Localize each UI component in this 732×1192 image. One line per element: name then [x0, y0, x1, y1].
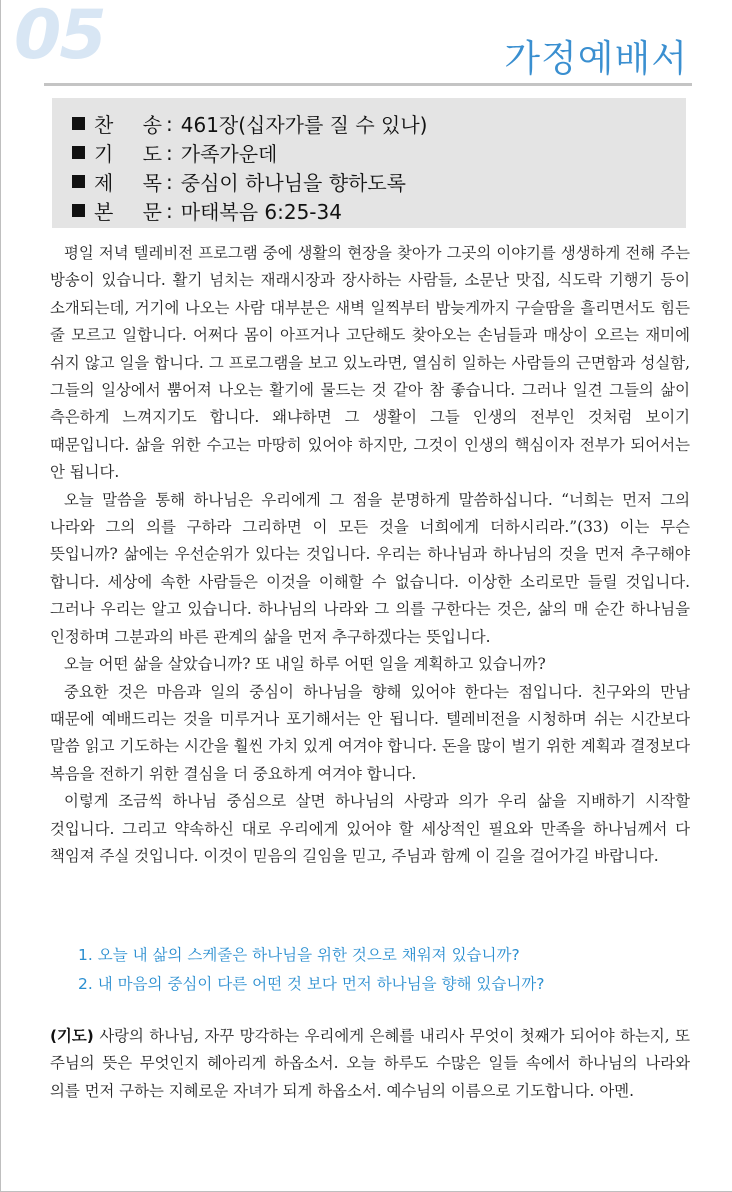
- info-label: 본 문: [94, 200, 162, 224]
- question-item: 2. 내 마음의 중심이 다른 어떤 것 보다 먼저 하나님을 향해 있습니까?: [78, 975, 545, 993]
- info-row-title: [72, 167, 686, 196]
- info-row-hymn: [72, 109, 686, 138]
- info-value: 가족가운데: [180, 142, 278, 166]
- body-paragraph: 중요한 것은 마음과 일의 중심이 하나님을 향해 있어야 한다는 점입니다. 친구와의 만남 때문에 예배드리는 것을 미루거나 포기해서는 안 됩니다. 텔레비전을 시청하며 쉬는 시간보다 말씀 읽고 기도하는 시간을 훨씬 가치 있게 여겨야 합니다. 돈을 많이 벌기 위한 계획과 결정보다 복음을 전하기 위한 결심을 더 중요하게 여겨야 합니다.: [50, 682, 690, 783]
- square-bullet-icon: [72, 117, 85, 130]
- page-number: 05: [14, 0, 105, 75]
- info-label: 찬 송: [94, 113, 162, 137]
- info-label: 제 목: [94, 171, 162, 195]
- prayer-text: 사랑의 하나님, 자꾸 망각하는 우리에게 은혜를 내리사 무엇이 첫째가 되어야 하는지, 또 주님의 뜻은 무엇인지 헤아리게 하옵소서. 오늘 하루도 수많은 일들 속에서 하나님의 나라와 의를 먼저 구하는 지혜로운 자녀가 되게 하옵소서. 예수님의 이름으로 기도합니다. 아멘.: [50, 1027, 690, 1100]
- prayer-label: (기도): [50, 1027, 94, 1045]
- reflection-questions: [78, 941, 698, 999]
- square-bullet-icon: [72, 175, 85, 188]
- body-paragraph: 오늘 어떤 삶을 살았습니까? 또 내일 하루 어떤 일을 계획하고 있습니까?: [64, 655, 546, 674]
- section-title: 가정예배서: [504, 37, 688, 80]
- closing-prayer: [50, 1023, 690, 1105]
- body-paragraph: 오늘 말씀을 통해 하나님은 우리에게 그 점을 분명하게 말씀하십니다. “너희는 먼저 그의 나라와 그의 의를 구하라 그리하면 이 모든 것을 너희에게 더하시리라.”(33) 이는 무슨 뜻입니까? 삶에는 우선순위가 있다는 것입니다. 우리는 하나님과 하나님의 것을 먼저 추구해야 합니다. 세상에 속한 사람들은 이것을 이해할 수 없습니다. 이상한 소리로만 들릴 것입니다. 그러나 우리는 알고 있습니다. 하나님의 나라와 그 의를 구한다는 것은, 삶의 매 순간 하나님을 인정하며 그분과의 바른 관계의 삶을 먼저 추구하겠다는 뜻입니다.: [50, 490, 690, 646]
- body-paragraph: 이렇게 조금씩 하나님 중심으로 살면 하나님의 사랑과 의가 우리 삶을 지배하기 시작할 것입니다. 그리고 약속하신 대로 우리에게 있어야 할 세상적인 필요와 만족을 하나님께서 다 책임져 주실 것입니다. 이것이 믿음의 길임을 믿고, 주님과 함께 이 길을 걸어가길 바랍니다.: [50, 792, 690, 865]
- title-divider: [44, 83, 692, 86]
- info-box: [52, 98, 686, 228]
- sermon-body: [50, 240, 690, 870]
- info-value: 461장(십자가를 질 수 있나): [180, 113, 428, 137]
- info-separator: :: [166, 169, 173, 194]
- square-bullet-icon: [72, 204, 85, 217]
- info-separator: :: [166, 140, 173, 165]
- info-row-scripture: [72, 196, 686, 225]
- info-value: 마태복음 6:25-34: [180, 200, 342, 224]
- info-value: 중심이 하나님을 향하도록: [180, 171, 406, 195]
- body-paragraph: 평일 저녁 텔레비전 프로그램 중에 생활의 현장을 찾아가 그곳의 이야기를 생생하게 전해 주는 방송이 있습니다. 활기 넘치는 재래시장과 장사하는 사람들, 소문난 맛집, 식도락 기행기 등이 소개되는데, 거기에 나오는 사람 대부분은 새벽 일찍부터 밤늦게까지 구슬땀을 흘리면서도 힘든 줄 모르고 일합니다. 어쩌다 몸이 아프거나 고단해도 찾아오는 손님들과 매상이 오르는 재미에 쉬지 않고 일을 합니다. 그 프로그램을 보고 있노라면, 열심히 일하는 사람들의 근면함과 성실함, 그들의 일상에서 뿜어져 나오는 활기에 물드는 것 같아 참 좋습니다. 그러나 일견 그들의 삶이 측은하게 느껴지기도 합니다. 왜냐하면 그 생활이 그들 인생의 전부인 것처럼 보이기 때문입니다. 삶을 위한 수고는 마땅히 있어야 하지만, 그것이 인생의 핵심이자 전부가 되어서는 안 됩니다.: [50, 244, 690, 482]
- info-label: 기 도: [94, 142, 162, 166]
- info-row-prayer: [72, 138, 686, 167]
- square-bullet-icon: [72, 146, 85, 159]
- info-separator: :: [166, 198, 173, 223]
- info-separator: :: [166, 111, 173, 136]
- question-item: 1. 오늘 내 삶의 스케줄은 하나님을 위한 것으로 채워져 있습니까?: [78, 946, 520, 964]
